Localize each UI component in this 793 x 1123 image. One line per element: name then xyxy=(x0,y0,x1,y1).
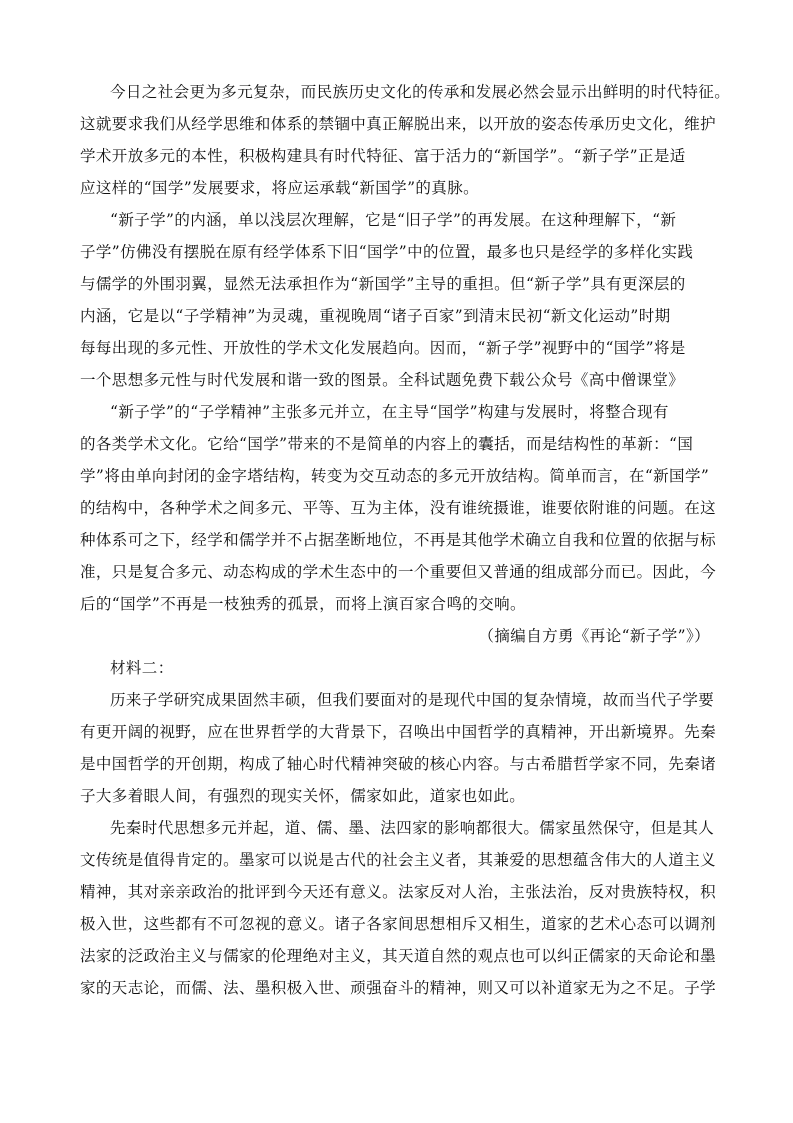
text-line: 子大多着眼人间，有强烈的现实关怀，儒家如此，道家也如此。 xyxy=(80,787,526,805)
text-line: 有更开阔的视野，应在世界哲学的大背景下，召唤出中国哲学的真精神，开出新境界。先秦 xyxy=(80,723,717,741)
paragraph-4 xyxy=(80,684,732,812)
text-line: 每每出现的多元性、开放性的学术文化发展趋向。因而，“新子学”视野中的“国学”将是 xyxy=(80,339,686,357)
paragraph-5 xyxy=(80,812,732,1004)
text-line: 准，只是复合多元、动态构成的学术生态中的一个重要但又普通的组成部分而已。因此，今 xyxy=(80,563,717,581)
text-line: 种体系可之下，经学和儒学并不占据垄断地位，不再是其他学术确立自我和位置的依据与标 xyxy=(80,531,717,549)
text-line: 后的“国学”不再是一枝独秀的孤景，而将上演百家合鸣的交响。 xyxy=(80,595,526,613)
section-heading: 材料二： xyxy=(110,659,174,677)
text-line: 这就要求我们从经学思维和体系的禁锢中真正解脱出来，以开放的姿态传承历史文化，维护 xyxy=(80,115,717,133)
text-line: 学术开放多元的本性，积极构建具有时代特征、富于活力的“新国学”。“新子学”正是适 xyxy=(80,147,686,165)
text-line: 历来子学研究成果固然丰硕，但我们要面对的是现代中国的复杂情境，故而当代子学要 xyxy=(110,691,715,709)
text-line: 学”将由单向封闭的金字塔结构，转变为交互动态的多元开放结构。简单而言，在“新国学” xyxy=(80,467,710,485)
text-line: 先秦时代思想多元并起，道、儒、墨、法四家的影响都很大。儒家虽然保守，但是其人 xyxy=(110,819,715,837)
text-line: 极入世，这些都有不可忽视的意义。诸子各家间思想相斥又相生，道家的艺术心态可以调剂 xyxy=(80,915,717,933)
text-line: 是中国哲学的开创期，构成了轴心时代精神突破的核心内容。与古希腊哲学家不同，先秦诸 xyxy=(80,755,717,773)
text-line: 精神，其对亲亲政治的批评到今天还有意义。法家反对人治，主张法治，反对贵族特权，积 xyxy=(80,883,717,901)
paragraph-3 xyxy=(80,396,732,620)
text-line: 一个思想多元性与时代发展和谐一致的图景。全科试题免费下载公众号《高中僧课堂》 xyxy=(80,371,685,389)
text-line: 文传统是值得肯定的。墨家可以说是古代的社会主义者，其兼爱的思想蕴含伟大的人道主义 xyxy=(80,851,717,869)
text-line: 的各类学术文化。它给“国学”带来的不是简单的内容上的囊括，而是结构性的革新：“国 xyxy=(80,435,694,453)
paragraph-1 xyxy=(80,76,732,204)
text-line: 内涵，它是以“子学精神”为灵魂，重视晚周“诸子百家”到清末民初“新文化运动”时期 xyxy=(80,307,671,325)
document-body xyxy=(80,76,732,1004)
text-line: 法家的泛政治主义与儒家的伦理绝对主义，其天道自然的观点也可以纠正儒家的天命论和墨 xyxy=(80,947,717,965)
text-line: 与儒学的外围羽翼，显然无法承担作为“新国学”主导的重担。但“新子学”具有更深层的 xyxy=(80,275,686,293)
text-line: 今日之社会更为多元复杂，而民族历史文化的传承和发展必然会显示出鲜明的时代特征。 xyxy=(110,83,731,101)
text-line: “新子学”的“子学精神”主张多元并立，在主导“国学”构建与发展时，将整合现有 xyxy=(110,403,669,421)
text-line: 的结构中，各种学术之间多元、平等、互为主体，没有谁统摄谁，谁要依附谁的问题。在这 xyxy=(80,499,717,517)
paragraph-2 xyxy=(80,204,732,396)
text-line: 应这样的“国学”发展要求，将应运承载“新国学”的真脉。 xyxy=(80,179,479,197)
text-line: 家的天志论，而儒、法、墨积极入世、顽强奋斗的精神，则又可以补道家无为之不足。子学 xyxy=(80,979,717,997)
text-line: 子学”仿佛没有摆脱在原有经学体系下旧“国学”中的位置，最多也只是经学的多样化实践 xyxy=(80,243,694,261)
text-line: “新子学”的内涵，单以浅层次理解，它是“旧子学”的再发展。在这种理解下，“新 xyxy=(110,211,677,229)
source-attribution: （摘编自方勇《再论“新子学”》） xyxy=(478,627,710,645)
